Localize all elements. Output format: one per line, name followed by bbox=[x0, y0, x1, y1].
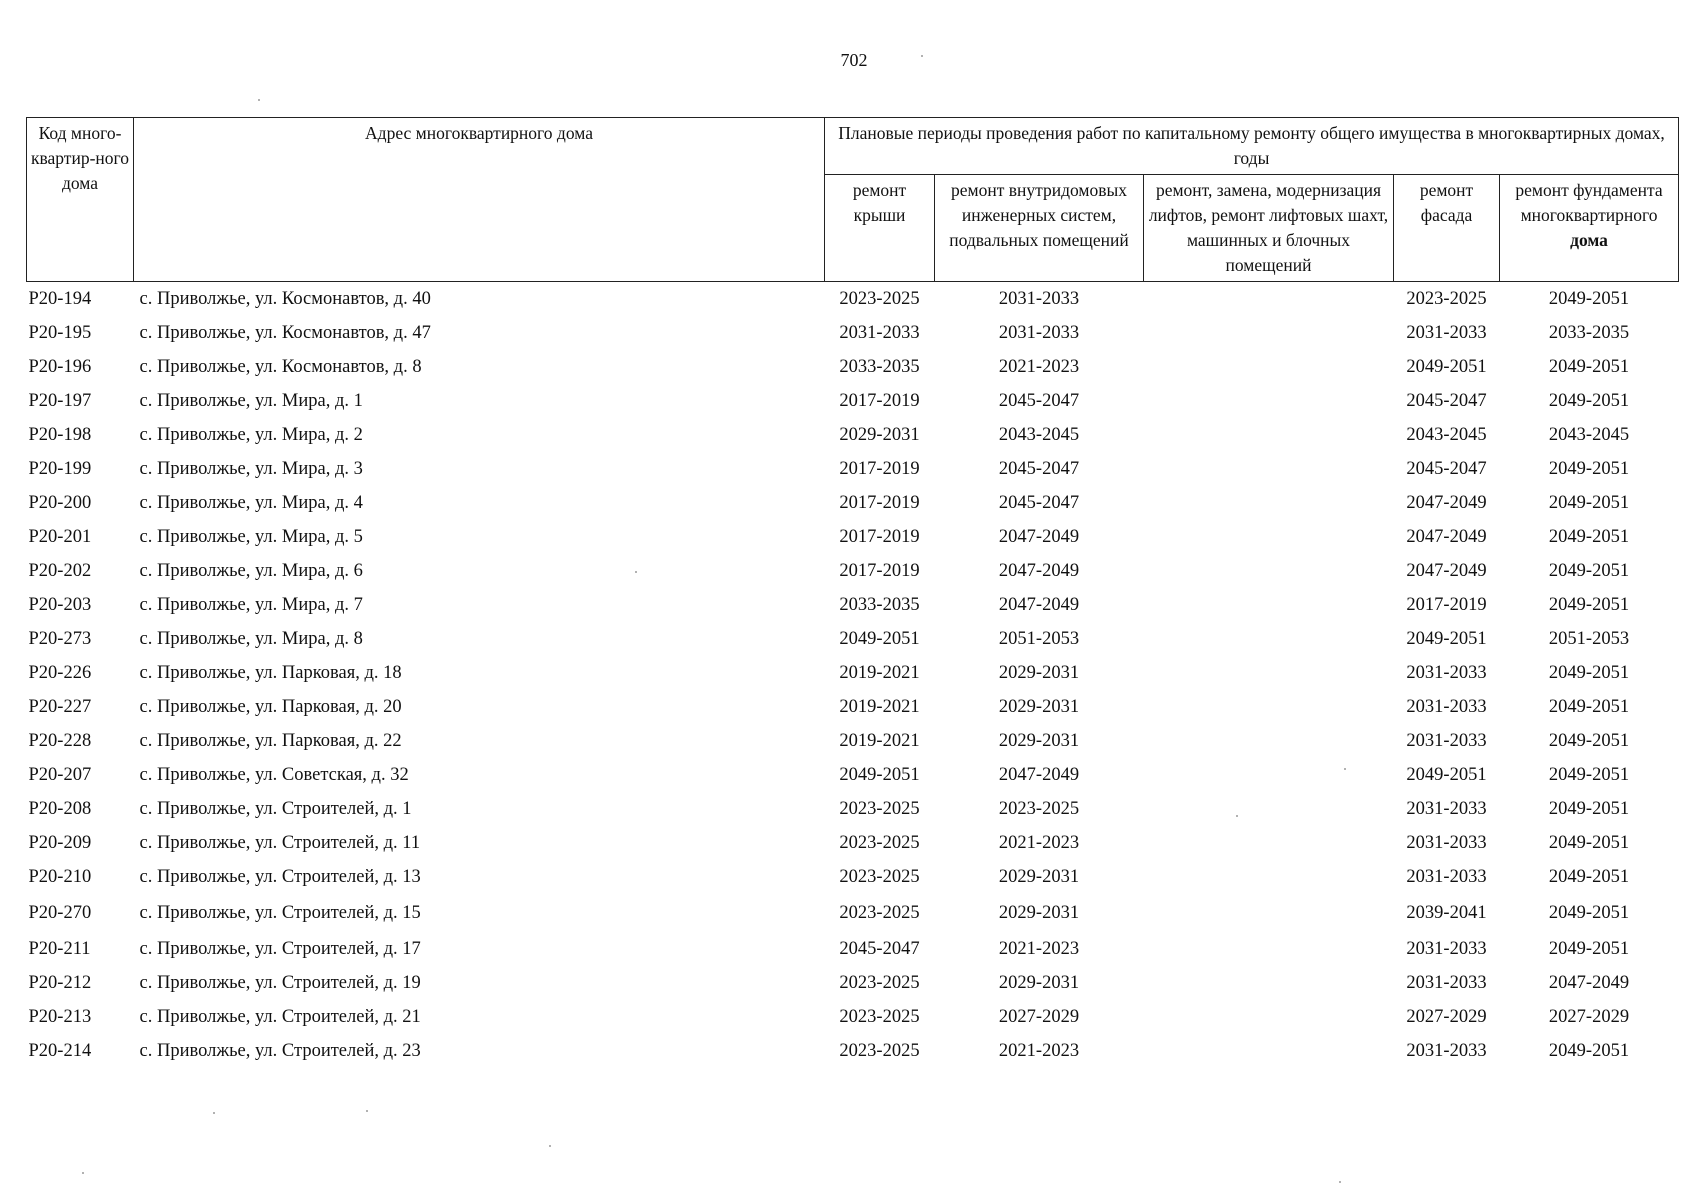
row-facade-period: 2045-2047 bbox=[1406, 391, 1487, 411]
row-roof-period: 2017-2019 bbox=[839, 527, 920, 547]
row-facade-period: 2027-2029 bbox=[1406, 1007, 1487, 1027]
row-lifts-period bbox=[1144, 966, 1394, 1000]
row-lifts-period bbox=[1144, 350, 1394, 384]
row-code: P20-195 bbox=[28, 323, 92, 343]
repair-schedule-table bbox=[26, 117, 1679, 1068]
row-code: P20-210 bbox=[28, 867, 92, 887]
table-row bbox=[27, 894, 1679, 932]
row-roof-period: 2019-2021 bbox=[839, 697, 920, 717]
row-code: P20-208 bbox=[28, 799, 92, 819]
row-lifts-period bbox=[1144, 622, 1394, 656]
row-address: с. Приволжье, ул. Космонавтов, д. 8 bbox=[139, 357, 422, 377]
row-address: с. Приволжье, ул. Мира, д. 8 bbox=[139, 629, 363, 649]
scan-speck bbox=[921, 55, 923, 57]
row-address: с. Приволжье, ул. Строителей, д. 17 bbox=[139, 939, 421, 959]
row-roof-period: 2023-2025 bbox=[839, 973, 920, 993]
row-lifts-period bbox=[1144, 384, 1394, 418]
row-foundation-period: 2027-2029 bbox=[1548, 1007, 1630, 1027]
table-row bbox=[27, 792, 1679, 826]
table-row bbox=[27, 452, 1679, 486]
row-address: с. Приволжье, ул. Парковая, д. 18 bbox=[139, 663, 402, 683]
row-lifts-period bbox=[1144, 282, 1394, 317]
header-address: Адрес многоквартирного дома bbox=[134, 118, 825, 282]
row-address: с. Приволжье, ул. Парковая, д. 20 bbox=[139, 697, 402, 717]
row-code: P20-227 bbox=[28, 697, 92, 717]
table-row bbox=[27, 1034, 1679, 1068]
row-engineering-period: 2027-2029 bbox=[998, 1007, 1080, 1027]
row-facade-period: 2031-2033 bbox=[1406, 323, 1487, 343]
scan-speck bbox=[549, 1145, 551, 1147]
row-address: с. Приволжье, ул. Мира, д. 5 bbox=[139, 527, 363, 547]
row-code: P20-226 bbox=[28, 663, 92, 683]
row-lifts-period bbox=[1144, 418, 1394, 452]
header-facade: ремонт фасада bbox=[1394, 175, 1500, 282]
row-code: P20-199 bbox=[28, 459, 92, 479]
row-code: P20-198 bbox=[28, 425, 92, 445]
row-foundation-period: 2043-2045 bbox=[1548, 425, 1630, 445]
row-roof-period: 2033-2035 bbox=[839, 595, 920, 615]
table-row bbox=[27, 656, 1679, 690]
table-row bbox=[27, 520, 1679, 554]
row-code: P20-214 bbox=[28, 1041, 92, 1061]
row-facade-period: 2047-2049 bbox=[1406, 561, 1487, 581]
row-facade-period: 2031-2033 bbox=[1406, 799, 1487, 819]
row-code: P20-270 bbox=[28, 903, 92, 923]
table-row bbox=[27, 724, 1679, 758]
row-lifts-period bbox=[1144, 656, 1394, 690]
row-roof-period: 2019-2021 bbox=[839, 663, 920, 683]
row-lifts-period bbox=[1144, 792, 1394, 826]
row-foundation-period: 2049-2051 bbox=[1548, 493, 1630, 513]
row-code: P20-212 bbox=[28, 973, 92, 993]
row-foundation-period: 2049-2051 bbox=[1548, 663, 1630, 683]
row-foundation-period: 2051-2053 bbox=[1548, 629, 1630, 649]
row-roof-period: 2023-2025 bbox=[839, 833, 920, 853]
repair-schedule-table-container bbox=[26, 117, 1678, 1068]
row-address: с. Приволжье, ул. Мира, д. 1 bbox=[139, 391, 363, 411]
row-roof-period: 2017-2019 bbox=[839, 391, 920, 411]
row-address: с. Приволжье, ул. Строителей, д. 21 bbox=[139, 1007, 421, 1027]
scan-speck bbox=[1236, 815, 1238, 817]
row-code: P20-200 bbox=[28, 493, 92, 513]
scan-speck bbox=[213, 1112, 215, 1114]
row-foundation-period: 2049-2051 bbox=[1548, 595, 1630, 615]
row-foundation-period: 2049-2051 bbox=[1548, 765, 1630, 785]
row-facade-period: 2049-2051 bbox=[1406, 765, 1487, 785]
row-engineering-period: 2045-2047 bbox=[998, 459, 1080, 479]
row-code: P20-194 bbox=[28, 289, 92, 309]
row-foundation-period: 2049-2051 bbox=[1548, 527, 1630, 547]
table-row bbox=[27, 384, 1679, 418]
row-foundation-period: 2033-2035 bbox=[1548, 323, 1630, 343]
row-lifts-period bbox=[1144, 316, 1394, 350]
row-address: с. Приволжье, ул. Мира, д. 6 bbox=[139, 561, 363, 581]
row-engineering-period: 2051-2053 bbox=[998, 629, 1080, 649]
row-foundation-period: 2049-2051 bbox=[1548, 799, 1630, 819]
row-engineering-period: 2031-2033 bbox=[998, 323, 1080, 343]
row-foundation-period: 2049-2051 bbox=[1548, 903, 1630, 923]
table-row bbox=[27, 826, 1679, 860]
table-row bbox=[27, 758, 1679, 792]
header-foundation bbox=[1500, 175, 1679, 282]
table-row bbox=[27, 932, 1679, 966]
table-row bbox=[27, 1000, 1679, 1034]
table-header bbox=[27, 118, 1679, 282]
row-facade-period: 2049-2051 bbox=[1406, 357, 1487, 377]
row-roof-period: 2049-2051 bbox=[839, 765, 920, 785]
row-roof-period: 2029-2031 bbox=[839, 425, 920, 445]
row-roof-period: 2023-2025 bbox=[839, 903, 920, 923]
header-code: Код много-квартир-ного дома bbox=[27, 118, 134, 282]
row-engineering-period: 2029-2031 bbox=[998, 903, 1080, 923]
row-roof-period: 2033-2035 bbox=[839, 357, 920, 377]
row-engineering-period: 2045-2047 bbox=[998, 493, 1080, 513]
row-lifts-period bbox=[1144, 554, 1394, 588]
row-engineering-period: 2029-2031 bbox=[998, 731, 1080, 751]
row-roof-period: 2017-2019 bbox=[839, 493, 920, 513]
header-engineering: ремонт внутридомовых инженерных систем, подвальных помещений bbox=[935, 175, 1144, 282]
row-address: с. Приволжье, ул. Строителей, д. 1 bbox=[139, 799, 412, 819]
row-roof-period: 2049-2051 bbox=[839, 629, 920, 649]
row-address: с. Приволжье, ул. Мира, д. 4 bbox=[139, 493, 363, 513]
row-address: с. Приволжье, ул. Строителей, д. 13 bbox=[139, 867, 421, 887]
row-address: с. Приволжье, ул. Мира, д. 3 bbox=[139, 459, 363, 479]
row-lifts-period bbox=[1144, 690, 1394, 724]
row-address: с. Приволжье, ул. Строителей, д. 23 bbox=[139, 1041, 421, 1061]
row-facade-period: 2017-2019 bbox=[1406, 595, 1487, 615]
header-lifts: ремонт, замена, модернизация лифтов, ремонт лифтовых шахт, машинных и блочных помещений bbox=[1144, 175, 1394, 282]
row-engineering-period: 2047-2049 bbox=[998, 765, 1080, 785]
row-engineering-period: 2029-2031 bbox=[998, 867, 1080, 887]
row-roof-period: 2023-2025 bbox=[839, 289, 920, 309]
row-code: P20-213 bbox=[28, 1007, 92, 1027]
row-lifts-period bbox=[1144, 520, 1394, 554]
row-engineering-period: 2021-2023 bbox=[998, 833, 1080, 853]
row-lifts-period bbox=[1144, 1034, 1394, 1068]
row-roof-period: 2017-2019 bbox=[839, 561, 920, 581]
row-address: с. Приволжье, ул. Космонавтов, д. 40 bbox=[139, 289, 431, 309]
row-facade-period: 2031-2033 bbox=[1406, 867, 1487, 887]
row-address: с. Приволжье, ул. Мира, д. 2 bbox=[139, 425, 363, 445]
header-periods-group: Плановые периоды проведения работ по капитальному ремонту общего имущества в многоквартирных домах, годы bbox=[825, 118, 1679, 175]
row-code: P20-197 bbox=[28, 391, 92, 411]
row-roof-period: 2023-2025 bbox=[839, 799, 920, 819]
row-roof-period: 2017-2019 bbox=[839, 459, 920, 479]
row-code: P20-202 bbox=[28, 561, 92, 581]
row-code: P20-209 bbox=[28, 833, 92, 853]
row-code: P20-203 bbox=[28, 595, 92, 615]
row-engineering-period: 2029-2031 bbox=[998, 663, 1080, 683]
row-facade-period: 2047-2049 bbox=[1406, 493, 1487, 513]
row-lifts-period bbox=[1144, 724, 1394, 758]
row-facade-period: 2031-2033 bbox=[1406, 1041, 1487, 1061]
row-facade-period: 2043-2045 bbox=[1406, 425, 1487, 445]
row-lifts-period bbox=[1144, 894, 1394, 932]
row-code: P20-201 bbox=[28, 527, 92, 547]
row-facade-period: 2031-2033 bbox=[1406, 697, 1487, 717]
row-foundation-period: 2049-2051 bbox=[1548, 697, 1630, 717]
table-row bbox=[27, 690, 1679, 724]
row-engineering-period: 2021-2023 bbox=[998, 939, 1080, 959]
row-engineering-period: 2045-2047 bbox=[998, 391, 1080, 411]
row-engineering-period: 2047-2049 bbox=[998, 595, 1080, 615]
row-foundation-period: 2049-2051 bbox=[1548, 357, 1630, 377]
header-foundation-line1: ремонт фундамента многоквартирного bbox=[1515, 180, 1663, 225]
row-roof-period: 2023-2025 bbox=[839, 1041, 920, 1061]
row-facade-period: 2049-2051 bbox=[1406, 629, 1487, 649]
row-engineering-period: 2021-2023 bbox=[998, 1041, 1080, 1061]
table-row bbox=[27, 966, 1679, 1000]
row-roof-period: 2031-2033 bbox=[839, 323, 920, 343]
row-roof-period: 2023-2025 bbox=[839, 867, 920, 887]
row-facade-period: 2045-2047 bbox=[1406, 459, 1487, 479]
table-row bbox=[27, 316, 1679, 350]
row-foundation-period: 2049-2051 bbox=[1548, 867, 1630, 887]
scan-speck bbox=[1339, 1181, 1341, 1183]
row-engineering-period: 2031-2033 bbox=[998, 289, 1080, 309]
row-lifts-period bbox=[1144, 452, 1394, 486]
header-foundation-line2: дома bbox=[1570, 230, 1608, 250]
row-code: P20-196 bbox=[28, 357, 92, 377]
row-facade-period: 2031-2033 bbox=[1406, 833, 1487, 853]
row-code: P20-228 bbox=[28, 731, 92, 751]
row-lifts-period bbox=[1144, 758, 1394, 792]
row-roof-period: 2023-2025 bbox=[839, 1007, 920, 1027]
row-facade-period: 2031-2033 bbox=[1406, 663, 1487, 683]
row-foundation-period: 2049-2051 bbox=[1548, 731, 1630, 751]
row-facade-period: 2023-2025 bbox=[1406, 289, 1487, 309]
row-address: с. Приволжье, ул. Космонавтов, д. 47 bbox=[139, 323, 431, 343]
row-code: P20-207 bbox=[28, 765, 92, 785]
row-address: с. Приволжье, ул. Строителей, д. 11 bbox=[139, 833, 421, 853]
row-foundation-period: 2047-2049 bbox=[1548, 973, 1630, 993]
row-engineering-period: 2023-2025 bbox=[998, 799, 1080, 819]
row-address: с. Приволжье, ул. Советская, д. 32 bbox=[139, 765, 409, 785]
row-foundation-period: 2049-2051 bbox=[1548, 833, 1630, 853]
row-lifts-period bbox=[1144, 932, 1394, 966]
header-roof: ремонт крыши bbox=[825, 175, 935, 282]
row-engineering-period: 2021-2023 bbox=[998, 357, 1080, 377]
table-row bbox=[27, 486, 1679, 520]
row-lifts-period bbox=[1144, 486, 1394, 520]
scan-speck bbox=[1344, 768, 1346, 770]
row-foundation-period: 2049-2051 bbox=[1548, 561, 1630, 581]
table-row bbox=[27, 860, 1679, 894]
row-facade-period: 2031-2033 bbox=[1406, 939, 1487, 959]
row-address: с. Приволжье, ул. Строителей, д. 15 bbox=[139, 903, 421, 923]
row-address: с. Приволжье, ул. Мира, д. 7 bbox=[139, 595, 363, 615]
table-row bbox=[27, 588, 1679, 622]
row-roof-period: 2045-2047 bbox=[839, 939, 920, 959]
row-engineering-period: 2029-2031 bbox=[998, 973, 1080, 993]
row-foundation-period: 2049-2051 bbox=[1548, 289, 1630, 309]
row-foundation-period: 2049-2051 bbox=[1548, 1041, 1630, 1061]
table-row bbox=[27, 282, 1679, 317]
row-foundation-period: 2049-2051 bbox=[1548, 391, 1630, 411]
table-row bbox=[27, 554, 1679, 588]
scan-speck bbox=[82, 1172, 84, 1174]
row-facade-period: 2039-2041 bbox=[1406, 903, 1487, 923]
table-row bbox=[27, 350, 1679, 384]
row-engineering-period: 2047-2049 bbox=[998, 561, 1080, 581]
row-roof-period: 2019-2021 bbox=[839, 731, 920, 751]
row-foundation-period: 2049-2051 bbox=[1548, 459, 1630, 479]
table-body bbox=[27, 282, 1679, 1069]
table-row bbox=[27, 418, 1679, 452]
row-code: P20-273 bbox=[28, 629, 92, 649]
table-row bbox=[27, 622, 1679, 656]
row-address: с. Приволжье, ул. Парковая, д. 22 bbox=[139, 731, 402, 751]
row-facade-period: 2031-2033 bbox=[1406, 973, 1487, 993]
row-lifts-period bbox=[1144, 1000, 1394, 1034]
row-facade-period: 2047-2049 bbox=[1406, 527, 1487, 547]
row-lifts-period bbox=[1144, 860, 1394, 894]
row-engineering-period: 2043-2045 bbox=[998, 425, 1080, 445]
row-foundation-period: 2049-2051 bbox=[1548, 939, 1630, 959]
page-number: 702 bbox=[840, 50, 868, 70]
row-facade-period: 2031-2033 bbox=[1406, 731, 1487, 751]
scan-speck bbox=[258, 99, 260, 101]
row-address: с. Приволжье, ул. Строителей, д. 19 bbox=[139, 973, 421, 993]
row-code: P20-211 bbox=[28, 939, 91, 959]
scan-speck bbox=[366, 1110, 368, 1112]
row-engineering-period: 2029-2031 bbox=[998, 697, 1080, 717]
scan-speck bbox=[635, 571, 637, 573]
row-lifts-period bbox=[1144, 826, 1394, 860]
row-engineering-period: 2047-2049 bbox=[998, 527, 1080, 547]
row-lifts-period bbox=[1144, 588, 1394, 622]
